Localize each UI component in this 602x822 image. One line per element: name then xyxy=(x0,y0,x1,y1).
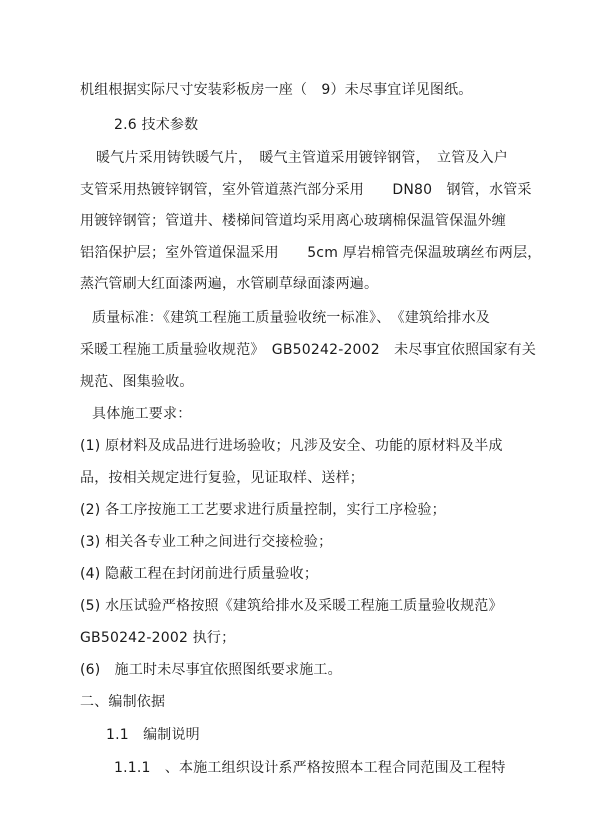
text-line-9: 采暖工程施工质量验收规范》 GB50242-2002 未尽事宜依照国家有关 xyxy=(80,342,537,358)
text-line-4: 支管采用热镀锌钢管，室外管道蒸汽部分采用 DN80 钢管，水管采 xyxy=(80,182,532,198)
chapter-heading: 二、编制依据 xyxy=(80,694,166,710)
text-line-5: 用镀锌钢管；管道井、楼梯间管道均采用离心玻璃棉保温管保温外缠 xyxy=(80,213,506,229)
text-line-1: 机组根据实际尺寸安装彩板房一座（ 9）未尽事宜详见图纸。 xyxy=(80,82,473,98)
text-line-11: 具体施工要求： xyxy=(92,406,192,422)
list-item-1: (1) 原材料及成品进行进场验收；凡涉及安全、功能的原材料及半成 xyxy=(80,438,503,454)
list-item-5-cont: GB50242-2002 执行； xyxy=(80,630,236,646)
text-line-10: 规范、图集验收。 xyxy=(80,374,194,390)
subsection-line-1-1-1: 1.1.1 、本施工组织设计系严格按照本工程合同范围及工程特 xyxy=(114,760,506,776)
text-line-8: 质量标准：《建筑工程施工质量验收统一标准》、 《建筑给排水及 xyxy=(92,310,490,326)
section-heading-1-1: 1.1 编制说明 xyxy=(106,727,200,743)
list-item-4: (4) 隐蔽工程在封闭前进行质量验收； xyxy=(80,566,319,582)
list-item-2: (2) 各工序按施工工艺要求进行质量控制，实行工序检验； xyxy=(80,502,446,518)
list-item-6: (6) 施工时未尽事宜依照图纸要求施工。 xyxy=(80,662,342,678)
text-line-6: 铝箔保护层；室外管道保温采用 5cm 厚岩棉管壳保温玻璃丝布两层， xyxy=(80,245,542,261)
list-item-5: (5) 水压试验严格按照《建筑给排水及采暖工程施工质量验收规范》 xyxy=(80,598,503,614)
list-item-1-cont: 品，按相关规定进行复验，见证取样、送样； xyxy=(80,470,364,486)
text-line-3: 暖气片采用铸铁暖气片， 暖气主管道采用镀锌钢管， 立管及入户 xyxy=(96,150,508,166)
section-heading-2-6: 2.6 技术参数 xyxy=(114,117,199,133)
text-line-7: 蒸汽管刷大红面漆两遍，水管刷草绿面漆两遍。 xyxy=(80,276,379,292)
list-item-3: (3) 相关各专业工种之间进行交接检验； xyxy=(80,534,333,550)
